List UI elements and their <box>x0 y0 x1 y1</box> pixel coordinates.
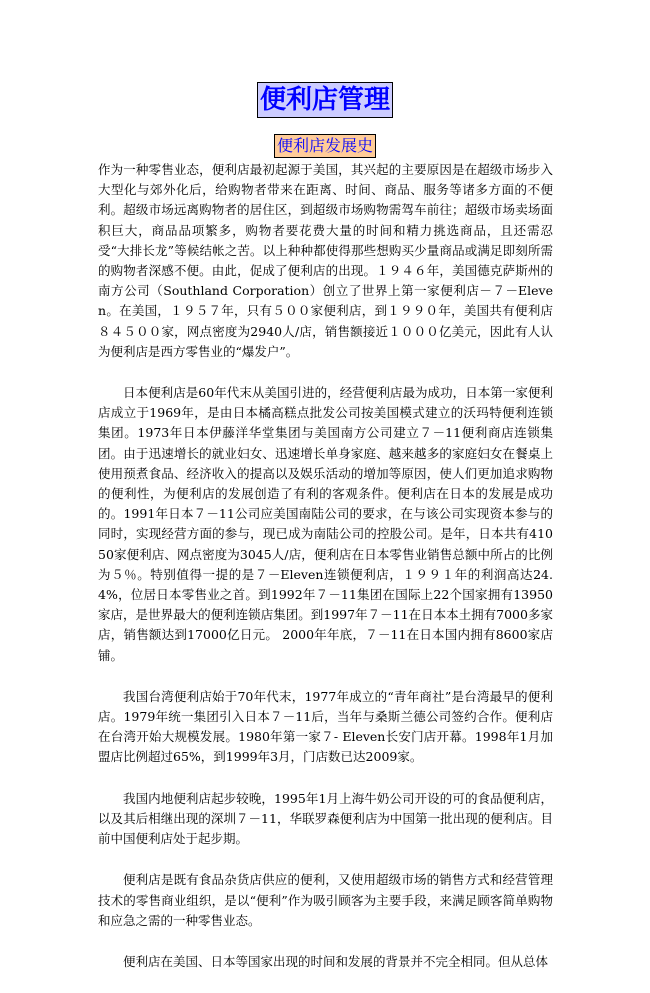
paragraph-us-origin: 作为一种零售业态，便利店最初起源于美国，其兴起的主要原因是在超级市场步入大型化与郊外化后，给购物者带来在距离、时间、商品、服务等诸多方面的不便利。超级市场远离购物者的居住区，到超级市场购物需驾车前往；超级市场卖场面积巨大，商品品项繁多，购物者要花费大量的时间和精力挑选商品，且还需忍受“大排长龙”等候结帐之苦。以上种种都使得那些想购买少量商品或满足即刻所需的购物者深感不便。由此，促成了便利店的出现。１９４６年，美国德克萨斯州的南方公司（Southland Corporation）创立了世界上第一家便利店－７－Eleven。在美国，１９５７年，只有５００家便利店，到１９９０年，美国共有便利店８４５００家，网点密度为2940人/店，销售额接近１０００亿美元，因此有人认为便利店是西方零售业的“爆发户”。 <box>98 162 553 359</box>
paragraph-taiwan: 我国台湾便利店始于70年代末，1977年成立的“青年商社”是台湾最早的便利店。1979年统一集团引入日本７－11后，当年与桑斯兰德公司签约合作。便利店在台湾开始大规模发展。1980年第一家７- Eleven长安门店开幕。1998年1月加盟店比例超过65%，到1999年3月，门店数已达2009家。 <box>98 688 553 765</box>
paragraph-background: 便利店在美国、日本等国家出现的时间和发展的背景并不完全相同。但从总体 <box>123 953 549 969</box>
paragraph-definition: 便利店是既有食品杂货店供应的便利，又使用超级市场的销售方式和经营管理技术的零售商业组织，是以“便利”作为吸引顾客为主要手段，来满足顾客简单购物和应急之需的一种零售业态。 <box>98 872 553 928</box>
paragraph-japan: 日本便利店是60年代末从美国引进的，经营便利店最为成功，日本第一家便利店成立于1969年，是由日本橘高糕点批发公司按美国模式建立的沃玛特便利连锁集团。1973年日本伊藤洋华堂集团与美国南方公司建立７－11便利商店连锁集团。由于迅速增长的就业妇女、迅速增长单身家庭、越来越多的家庭妇女在餐桌上使用预煮食品、经济收入的提高以及娱乐活动的增加等原因，使人们更加追求购物的便利性，为便利店的发展创造了有利的客观条件。便利店在日本的发展是成功的。1991年日本７－11公司应美国南陆公司的要求，在与该公司实现资本参与的同时，实现经营方面的参与，现已成为南陆公司的控股公司。是年，日本共有41050家便利店、网点密度为3045人/店，便利店在日本零售业销售总额中所占的比例为５％。特别值得一提的是７－Eleven连锁便利店，１９９１年的利润高达24.4%，位居日本零售业之首。到1992年７－11集团在国际上22个国家拥有13950家店，是世界最大的便利连锁店集团。到1997年７－11在日本本土拥有7000多家店，销售额达到17000亿日元。 2000年年底，７－11在日本国内拥有8600家店铺。 <box>98 385 553 663</box>
document-body <box>98 160 553 993</box>
document-title: 便利店管理 <box>257 82 393 118</box>
paragraph-mainland-china: 我国内地便利店起步较晚，1995年1月上海牛奶公司开设的可的食品便利店，以及其后相继出现的深圳７－11，华联罗森便利店为中国第一批出现的便利店。目前中国便利店处于起步期。 <box>98 790 553 847</box>
section-heading: 便利店发展史 <box>274 134 376 158</box>
subtitle-wrapper <box>0 134 650 158</box>
title-wrapper <box>0 82 650 118</box>
